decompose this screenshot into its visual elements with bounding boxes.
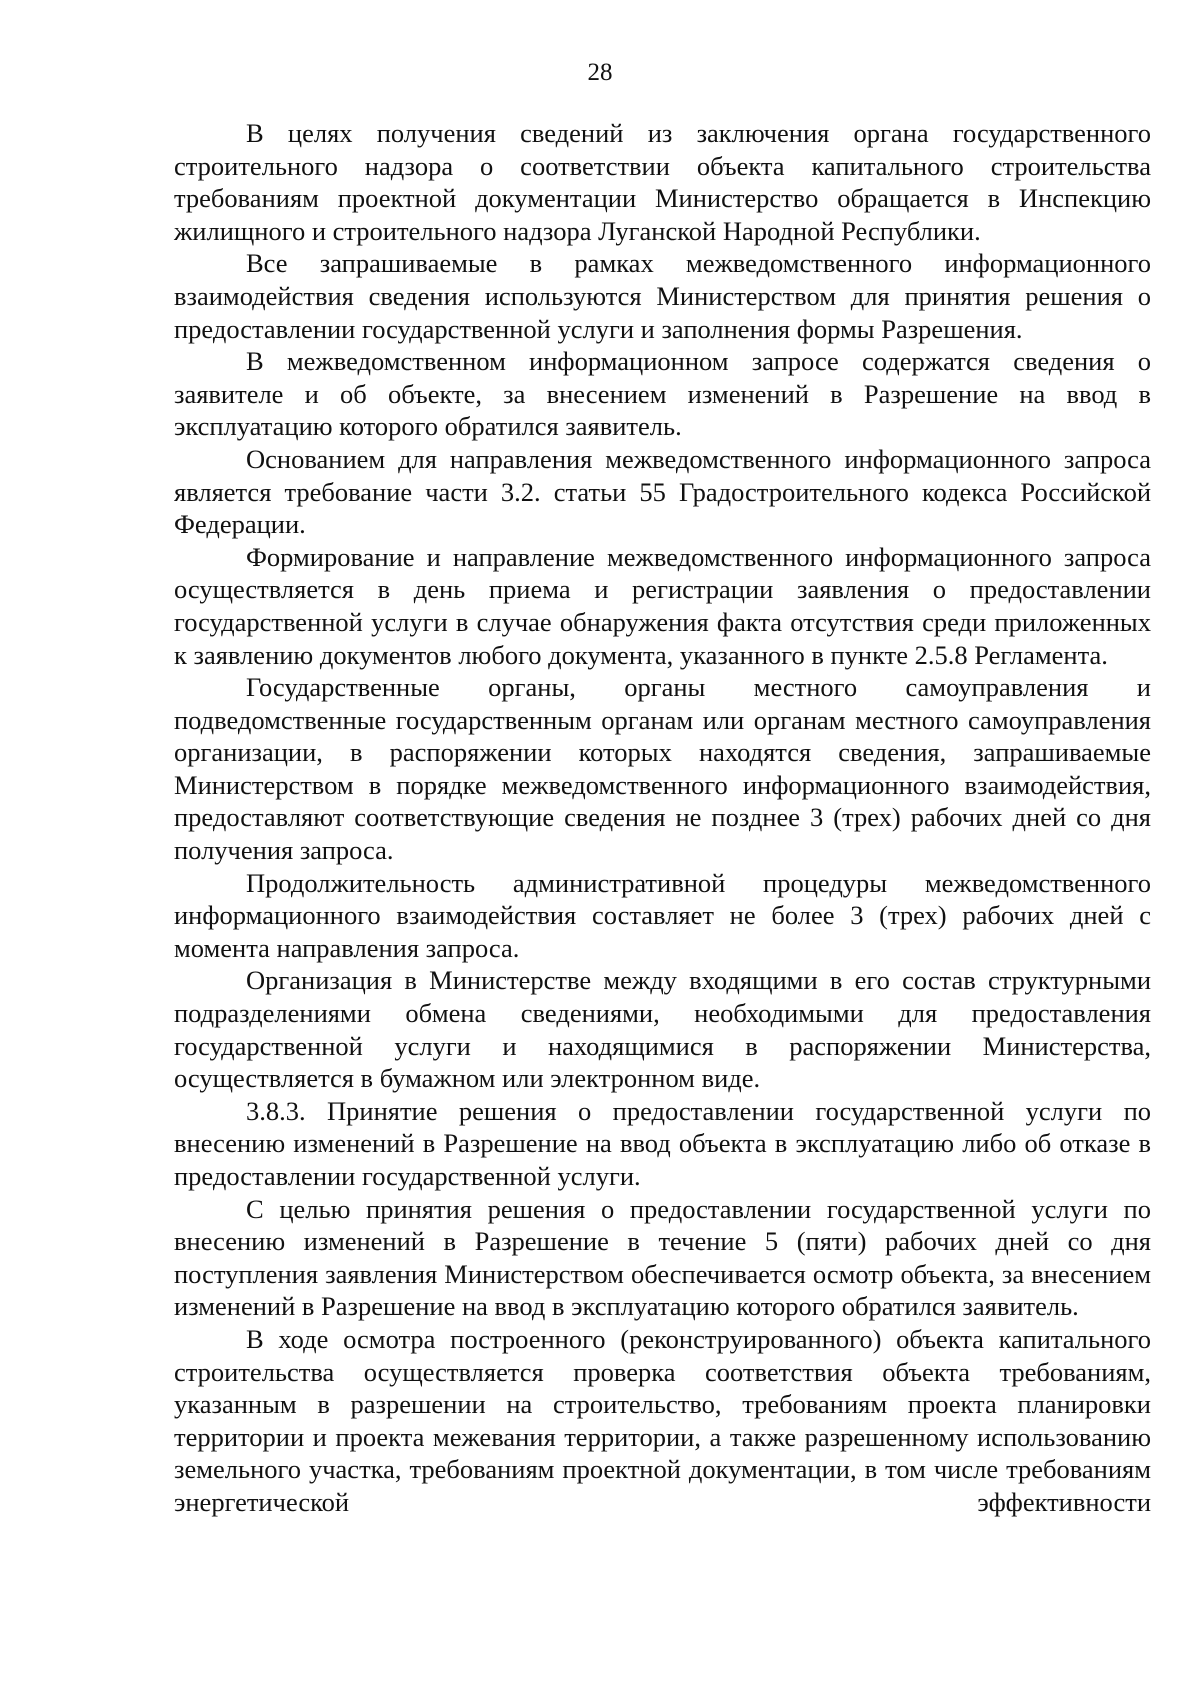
paragraph: Продолжительность административной процедуры межведомственного информационного взаимодействия составляет не более 3 (трех) рабочих дней с момента направления запроса. bbox=[174, 867, 1151, 963]
paragraph: В ходе осмотра построенного (реконструированного) объекта капитального строительства осуществляется проверка соответствия объекта требованиям, указанным в разрешении на строительство, требованиям проекта планировки территории и проекта межевания территории, а также разрешенному использованию земельного участка, требованиям проектной документации, в том числе требованиям энергетической эффективности bbox=[174, 1323, 1151, 1517]
paragraph: Основанием для направления межведомственного информационного запроса является требование части 3.2. статьи 55 Градостроительного кодекса Российской Федерации. bbox=[174, 443, 1151, 540]
paragraph: В целях получения сведений из заключения органа государственного строительного надзора о соответствии объекта капитального строительства требованиям проектной документации Министерство обращается в Инспекцию жилищного и строительного надзора Луганской Народной Республики. bbox=[174, 118, 1151, 246]
paragraph: Формирование и направление межведомственного информационного запроса осуществляется в день приема и регистрации заявления о предоставлении государственной услуги в случае обнаружения факта отсутствия среди приложенных к заявлению документов любого документа, указанного в пункте 2.5.8 Регламента. bbox=[174, 541, 1151, 670]
paragraph: Все запрашиваемые в рамках межведомственного информационного взаимодействия сведения используются Министерством для принятия решения о предоставлении государственной услуги и заполнения формы Разрешения. bbox=[174, 248, 1151, 344]
document-body bbox=[174, 117, 1151, 1519]
page-number: 28 bbox=[587, 59, 613, 86]
paragraph: С целью принятия решения о предоставлении государственной услуги по внесению изменений в Разрешение в течение 5 (пяти) рабочих дней со дня поступления заявления Министерством обеспечивается осмотр объекта, за внесением изменений в Разрешение на ввод в эксплуатацию которого обратился заявитель. bbox=[174, 1193, 1151, 1322]
paragraph: Государственные органы, органы местного самоуправления и подведомственные государственным органам или органам местного самоуправления организации, в распоряжении которых находятся сведения, запрашиваемые Министерством в порядке межведомственного информационного взаимодействия, предоставляют соответствующие сведения не позднее 3 (трех) рабочих дней со дня получения запроса. bbox=[174, 672, 1151, 866]
paragraph: 3.8.3. Принятие решения о предоставлении государственной услуги по внесению изменений в Разрешение на ввод объекта в эксплуатацию либо об отказе в предоставлении государственной услуги. bbox=[174, 1095, 1151, 1191]
paragraph: В межведомственном информационном запросе содержатся сведения о заявителе и об объекте, за внесением изменений в Разрешение на ввод в эксплуатацию которого обратился заявитель. bbox=[174, 346, 1151, 442]
paragraph: Организация в Министерстве между входящими в его состав структурными подразделениями обмена сведениями, необходимыми для предоставления государственной услуги и находящимися в распоряжении Министерства, осуществляется в бумажном или электронном виде. bbox=[174, 965, 1151, 1094]
